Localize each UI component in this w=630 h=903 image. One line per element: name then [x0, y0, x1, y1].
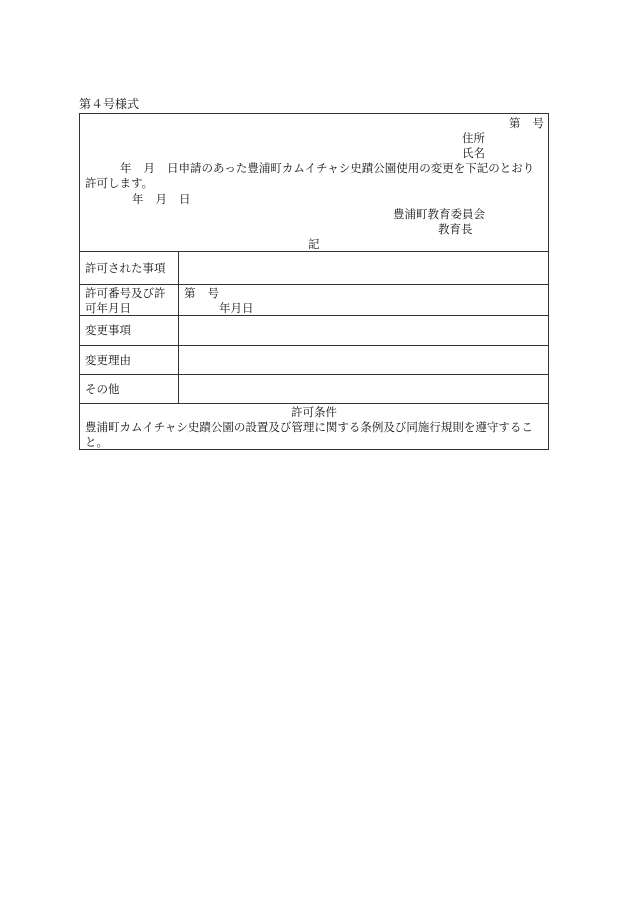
row-label-change-items: 変更事項 — [85, 323, 131, 337]
divider-row4 — [80, 374, 548, 375]
row-label-permit-no-line2: 可年月日 — [85, 301, 131, 315]
row-label-change-reason: 変更理由 — [85, 353, 131, 367]
row-label-permitted-matters: 許可された事項 — [85, 261, 166, 275]
ki-heading: 記 — [308, 237, 320, 251]
form-title: 第４号様式 — [79, 97, 140, 111]
name-label: 氏名 — [462, 146, 485, 160]
column-divider — [178, 251, 179, 403]
number-suffix: 号 — [532, 116, 544, 130]
divider-row5 — [80, 403, 548, 404]
date-day: 日 — [179, 192, 191, 206]
number-prefix: 第 — [509, 116, 521, 130]
issuer-title: 教育長 — [438, 222, 473, 236]
body-month: 月 — [143, 161, 155, 175]
divider-row3 — [80, 345, 548, 346]
permit-number-value — [184, 286, 219, 300]
permit-value-prefix: 第 — [184, 286, 196, 300]
permit-number-label — [509, 116, 544, 130]
body-year: 年 — [120, 161, 132, 175]
body-text-line1 — [120, 161, 534, 175]
issue-date — [132, 192, 191, 206]
body-text-line2: 許可します。 — [85, 176, 154, 190]
divider-row2 — [80, 315, 548, 316]
date-month: 月 — [155, 192, 167, 206]
conditions-title: 許可条件 — [291, 405, 337, 419]
divider-header — [80, 251, 548, 252]
conditions-line1: 豊浦町カムイチャシ史蹟公園の設置及び管理に関する条例及び同施行規則を遵守するこ — [85, 420, 533, 434]
body-rest: 日申請のあった豊浦町カムイチャシ史蹟公園使用の変更を下記のとおり — [167, 161, 535, 175]
permit-date-value: 年月日 — [219, 301, 254, 315]
permit-value-suffix: 号 — [207, 286, 219, 300]
date-year: 年 — [132, 192, 144, 206]
issuer-org: 豊浦町教育委員会 — [393, 207, 485, 221]
row-label-other: その他 — [85, 382, 120, 396]
form-frame — [79, 113, 549, 450]
divider-row1 — [80, 284, 548, 285]
conditions-line2: と。 — [85, 435, 108, 449]
address-label: 住所 — [462, 131, 485, 145]
row-label-permit-no-line1: 許可番号及び許 — [85, 286, 166, 300]
